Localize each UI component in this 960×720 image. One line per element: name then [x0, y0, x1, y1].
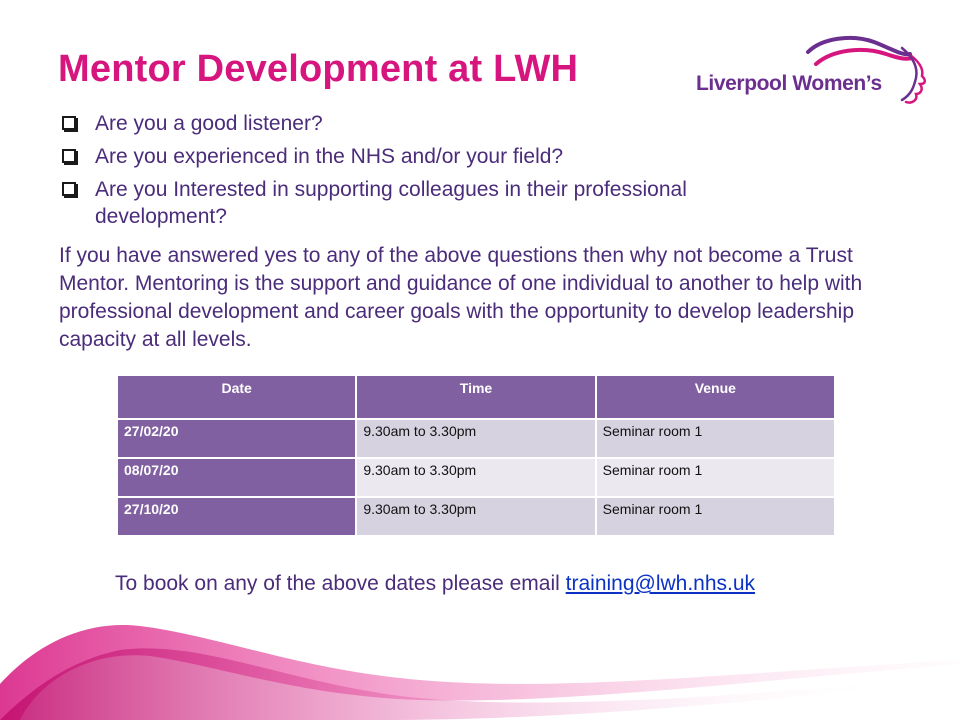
time-cell: 9.30am to 3.30pm — [356, 458, 595, 497]
column-header-venue: Venue — [596, 375, 835, 419]
venue-cell: Seminar room 1 — [596, 419, 835, 458]
table-row — [117, 497, 835, 536]
slide-title: Mentor Development at LWH — [58, 48, 579, 90]
question-item — [60, 176, 820, 230]
liverpool-womens-logo — [692, 34, 932, 108]
question-text: Are you Interested in supporting colleagues in their professional development? — [95, 178, 687, 228]
date-cell: 27/02/20 — [117, 419, 356, 458]
schedule-table — [116, 374, 836, 537]
checkbox-bullet-icon — [62, 149, 76, 163]
question-item — [60, 110, 820, 137]
question-text: Are you experienced in the NHS and/or your field? — [95, 145, 564, 168]
venue-cell: Seminar room 1 — [596, 497, 835, 536]
checkbox-bullet-icon — [62, 116, 76, 130]
table-row — [117, 458, 835, 497]
date-cell: 27/10/20 — [117, 497, 356, 536]
booking-line — [115, 572, 755, 596]
time-cell: 9.30am to 3.30pm — [356, 419, 595, 458]
column-header-date: Date — [117, 375, 356, 419]
booking-email-link[interactable]: training@lwh.nhs.uk — [565, 572, 756, 595]
time-cell: 9.30am to 3.30pm — [356, 497, 595, 536]
decorative-swoosh — [0, 600, 960, 720]
booking-text: To book on any of the above dates please email — [115, 572, 566, 595]
checkbox-bullet-icon — [62, 182, 76, 196]
logo-text: Liverpool Women’s — [696, 72, 882, 95]
column-header-time: Time — [356, 375, 595, 419]
question-text: Are you a good listener? — [95, 112, 323, 135]
venue-cell: Seminar room 1 — [596, 458, 835, 497]
question-list — [60, 110, 820, 236]
table-row — [117, 419, 835, 458]
question-item — [60, 143, 820, 170]
date-cell: 08/07/20 — [117, 458, 356, 497]
woman-profile-icon — [802, 34, 932, 108]
table-header-row — [117, 375, 835, 419]
intro-paragraph: If you have answered yes to any of the above questions then why not become a Trust Mentor. Mentoring is the support and guidance of one individual to another to help with professional development and career goals with the opportunity to develop leadership capacity at all levels. — [59, 244, 863, 351]
